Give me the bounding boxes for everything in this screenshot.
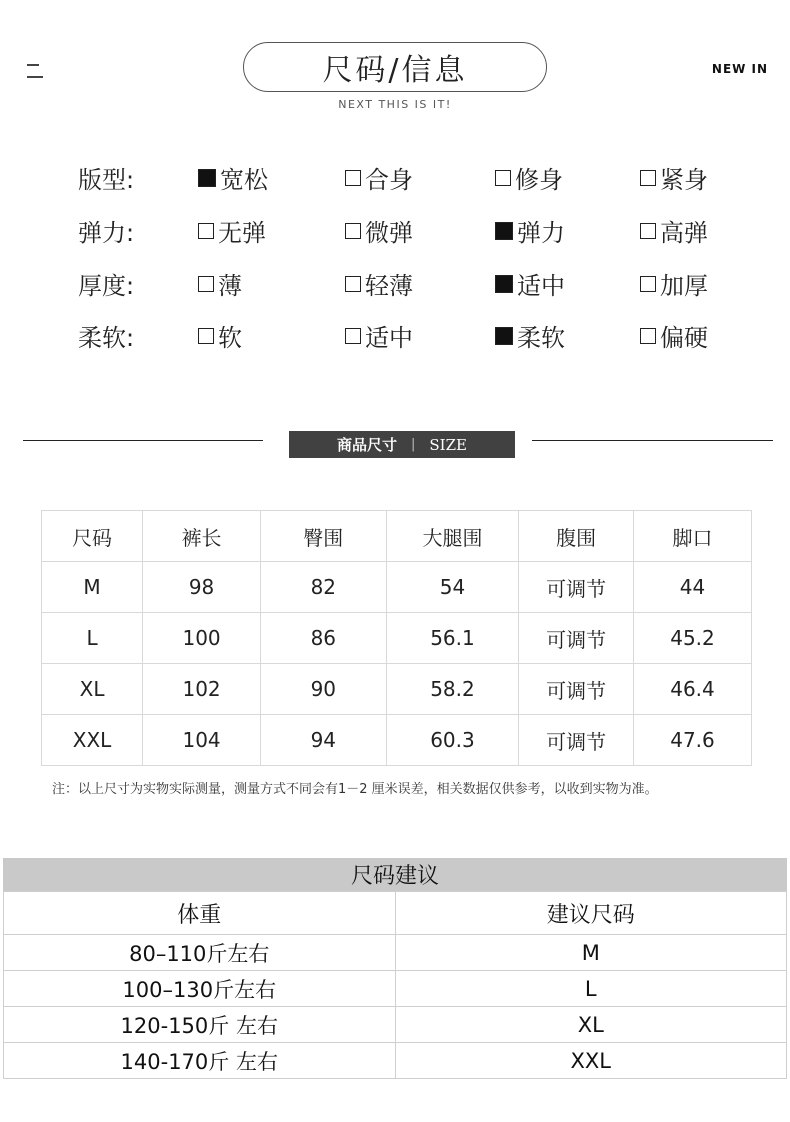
- menu-icon[interactable]: [27, 64, 43, 78]
- unchecked-box-icon: [198, 328, 214, 344]
- recommendation-header-row: [4, 892, 787, 935]
- unchecked-box-icon: [640, 328, 656, 344]
- measurement-note: 注：以上尺寸为实物实际测量，测量方式不同会有1－2 厘米误差，相关数据仅供参考，以收到实物为准。: [52, 782, 658, 797]
- recommendation-title: 尺码建议: [3, 858, 787, 891]
- attribute-option: [345, 318, 413, 353]
- divider-right: [532, 440, 773, 441]
- table-cell: M: [42, 562, 143, 613]
- attribute-option-label: 适中: [365, 324, 413, 352]
- attribute-option-label: 无弹: [218, 219, 266, 247]
- attribute-option: [345, 213, 413, 248]
- checked-box-icon: [495, 275, 513, 293]
- attribute-option-label: 加厚: [660, 272, 708, 300]
- attribute-option-label: 柔软: [517, 324, 565, 352]
- size-table-header-cell: 大腿围: [386, 511, 519, 562]
- table-cell: 82: [261, 562, 387, 613]
- table-cell: M: [395, 935, 787, 971]
- table-cell: XL: [42, 664, 143, 715]
- size-section-sep: |: [411, 437, 416, 452]
- size-table: [41, 510, 752, 766]
- attribute-option: [198, 213, 266, 248]
- table-cell: L: [42, 613, 143, 664]
- recommendation-header-cell: 建议尺码: [395, 892, 787, 935]
- attribute-option: [640, 160, 708, 195]
- table-cell: 60.3: [386, 715, 519, 766]
- table-row: [42, 715, 752, 766]
- unchecked-box-icon: [495, 170, 511, 186]
- table-row: [4, 971, 787, 1007]
- table-cell: 46.4: [633, 664, 751, 715]
- table-cell: 100–130斤左右: [4, 971, 396, 1007]
- recommendation-header-cell: 体重: [4, 892, 396, 935]
- table-cell: 47.6: [633, 715, 751, 766]
- attribute-option-label: 微弹: [365, 219, 413, 247]
- attribute-option: [640, 318, 708, 353]
- table-row: [4, 935, 787, 971]
- attribute-option-label: 紧身: [660, 166, 708, 194]
- size-table-header-cell: 脚口: [633, 511, 751, 562]
- table-cell: 140-170斤 左右: [4, 1043, 396, 1079]
- table-row: [4, 1043, 787, 1079]
- size-table-header-cell: 尺码: [42, 511, 143, 562]
- unchecked-box-icon: [345, 223, 361, 239]
- table-cell: XXL: [42, 715, 143, 766]
- attribute-option-label: 高弹: [660, 219, 708, 247]
- unchecked-box-icon: [640, 170, 656, 186]
- attribute-option: [198, 266, 242, 301]
- checked-box-icon: [495, 327, 513, 345]
- size-section-tag: [289, 431, 515, 458]
- table-cell: 可调节: [519, 664, 634, 715]
- table-cell: 94: [261, 715, 387, 766]
- attribute-option-label: 合身: [365, 166, 413, 194]
- size-table-header-row: [42, 511, 752, 562]
- attribute-option: [640, 266, 708, 301]
- size-section-en: SIZE: [429, 435, 467, 454]
- checked-box-icon: [495, 222, 513, 240]
- page-title: 尺码/信息: [243, 42, 547, 92]
- unchecked-box-icon: [198, 276, 214, 292]
- table-row: [42, 562, 752, 613]
- unchecked-box-icon: [640, 276, 656, 292]
- attribute-option: [198, 160, 268, 195]
- attribute-option-label: 薄: [218, 272, 242, 300]
- unchecked-box-icon: [198, 223, 214, 239]
- attribute-option-label: 轻薄: [365, 272, 413, 300]
- attribute-option-label: 偏硬: [660, 324, 708, 352]
- attribute-label: 弹力:: [78, 219, 135, 247]
- size-table-header-cell: 臀围: [261, 511, 387, 562]
- attribute-option: [345, 266, 413, 301]
- table-row: [4, 1007, 787, 1043]
- attribute-option-label: 软: [218, 324, 242, 352]
- table-cell: 44: [633, 562, 751, 613]
- attribute-option-label: 宽松: [220, 166, 268, 194]
- table-cell: 可调节: [519, 562, 634, 613]
- size-table-header-cell: 裤长: [143, 511, 261, 562]
- table-cell: XL: [395, 1007, 787, 1043]
- attribute-label: 柔软:: [78, 324, 135, 352]
- table-row: [42, 664, 752, 715]
- divider-left: [23, 440, 263, 441]
- unchecked-box-icon: [345, 276, 361, 292]
- attribute-label: 厚度:: [78, 272, 135, 300]
- table-cell: 80–110斤左右: [4, 935, 396, 971]
- table-cell: 可调节: [519, 613, 634, 664]
- table-cell: 86: [261, 613, 387, 664]
- table-cell: 54: [386, 562, 519, 613]
- attribute-option: [198, 318, 242, 353]
- page-subtitle: NEXT THIS IS IT!: [338, 98, 452, 111]
- checked-box-icon: [198, 169, 216, 187]
- attribute-option-label: 弹力: [517, 219, 565, 247]
- unchecked-box-icon: [345, 170, 361, 186]
- attribute-option-label: 修身: [515, 166, 563, 194]
- attribute-option: [495, 318, 565, 353]
- attribute-option-label: 适中: [517, 272, 565, 300]
- table-cell: 104: [143, 715, 261, 766]
- unchecked-box-icon: [345, 328, 361, 344]
- size-section-cn: 商品尺寸: [337, 436, 398, 454]
- table-row: [42, 613, 752, 664]
- attribute-label: 版型:: [78, 166, 135, 194]
- new-in-badge: NEW IN: [711, 62, 769, 76]
- unchecked-box-icon: [640, 223, 656, 239]
- table-cell: 56.1: [386, 613, 519, 664]
- attribute-option: [495, 266, 565, 301]
- table-cell: 45.2: [633, 613, 751, 664]
- table-cell: 可调节: [519, 715, 634, 766]
- table-cell: 100: [143, 613, 261, 664]
- table-cell: 98: [143, 562, 261, 613]
- table-cell: 90: [261, 664, 387, 715]
- table-cell: 102: [143, 664, 261, 715]
- attribute-option: [495, 160, 563, 195]
- attribute-option: [495, 213, 565, 248]
- recommendation-table: [3, 891, 787, 1079]
- attribute-option: [640, 213, 708, 248]
- size-table-header-cell: 腹围: [519, 511, 634, 562]
- table-cell: 120-150斤 左右: [4, 1007, 396, 1043]
- table-cell: L: [395, 971, 787, 1007]
- attribute-option: [345, 160, 413, 195]
- table-cell: XXL: [395, 1043, 787, 1079]
- table-cell: 58.2: [386, 664, 519, 715]
